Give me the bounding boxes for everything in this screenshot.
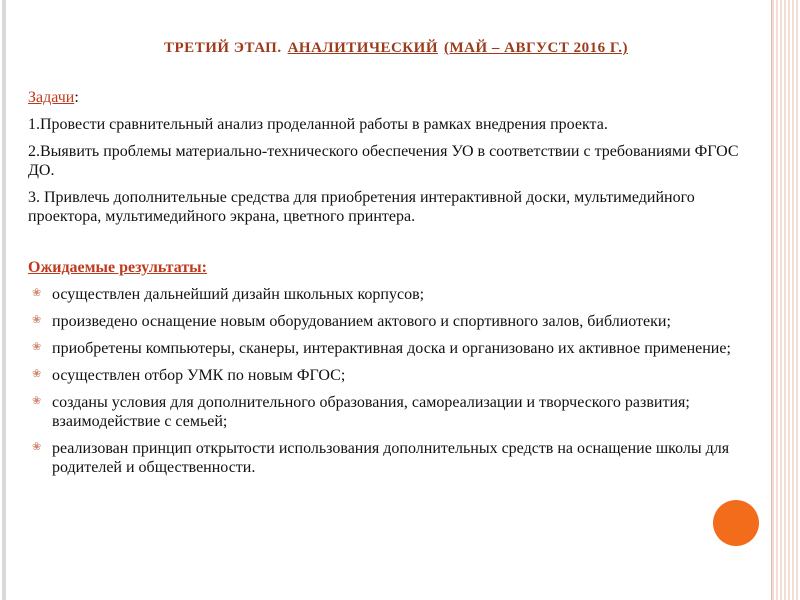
list-item: [28, 366, 768, 385]
result-text: осуществлен отбор УМК по новым ФГОС;: [52, 367, 346, 384]
list-item: [28, 393, 768, 431]
result-text: произведено оснащение новым оборудованием актового и спортивного залов, библиотеки;: [52, 313, 671, 330]
results-heading: Ожидаемые результаты:: [28, 259, 207, 276]
result-text: осуществлен дальнейший дизайн школьных корпусов;: [52, 286, 425, 303]
tasks-heading-colon: :: [74, 89, 79, 106]
title-analytic: АНАЛИТИЧЕСКИЙ: [287, 40, 438, 56]
bullet-icon: ❀: [32, 314, 42, 326]
decorative-stripe-panel: [772, 0, 798, 600]
bullet-icon: ❀: [32, 441, 42, 453]
bullet-icon: ❀: [32, 341, 42, 353]
page-title: [6, 32, 786, 58]
title-dates: (МАЙ – АВГУСТ 2016 Г.): [444, 40, 628, 56]
bullet-icon: ❀: [32, 368, 42, 380]
list-item: [28, 339, 768, 358]
results-list: [28, 285, 768, 477]
title-stage: ТРЕТИЙ ЭТАП.: [164, 40, 282, 56]
result-text: реализован принцип открытости использования дополнительных средств на оснащение школы для родителей и общественности.: [52, 440, 730, 476]
result-text: приобретены компьютеры, сканеры, интерактивная доска и организовано их активное применение;: [52, 340, 731, 357]
bullet-icon: ❀: [32, 395, 42, 407]
task-item: 3. Привлечь дополнительные средства для приобретения интерактивной доски, мультимедийного проектора, мультимедийного экрана, цветного принтера.: [28, 189, 695, 225]
task-item: 1.Провести сравнительный анализ проделанной работы в рамках внедрения проекта.: [28, 116, 608, 133]
list-item: [28, 312, 768, 331]
tasks-heading: Задачи: [28, 89, 75, 106]
list-item: [28, 439, 768, 477]
results-heading-line: [28, 258, 768, 277]
tasks-heading-line: [28, 88, 768, 107]
result-text: созданы условия для дополнительного образования, самореализации и творческого развития; взаимодействие с семьей;: [52, 394, 690, 430]
slide: [6, 0, 768, 600]
spacer: [28, 234, 768, 258]
bullet-icon: ❀: [32, 287, 42, 299]
decorative-circle: [713, 500, 759, 546]
list-item: [28, 285, 768, 304]
task-item: 2.Выявить проблемы материально-технического обеспечения УО в соответствии с требованиями ФГОС ДО.: [28, 143, 739, 179]
slide-content: [28, 88, 768, 485]
